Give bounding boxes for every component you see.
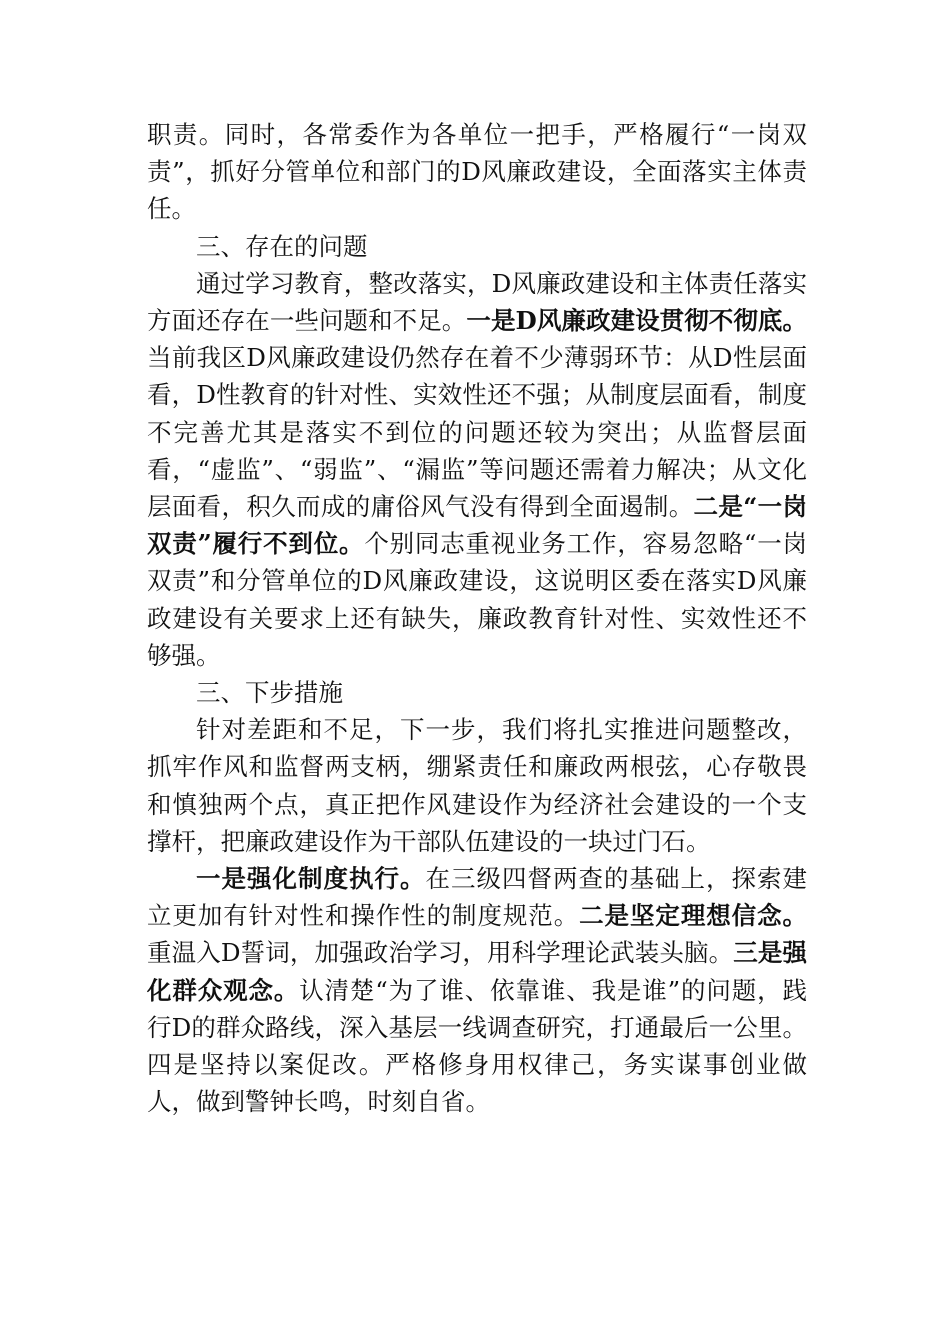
- paragraph-text: 认清楚“为了谁、依靠谁、我是谁”的问题，践行D的群众路线，深入基层一线调查研究，打通最后一公里。四是坚持以案促改。严格修身用权律己，务实谋事创业做人，做到警钟长鸣，时刻自省。: [147, 975, 807, 1117]
- section-heading-measures: 三、下步措施: [196, 678, 343, 708]
- paragraph-text: 当前我区D风廉政建设仍然存在着不少薄弱环节：从D性层面看，D性教育的针对性、实效性还不强；从制度层面看，制度不完善尤其是落实不到位的问题还较为突出；从监督层面看，“虚监”、“弱监”、“漏监”等问题还需着力解决；从文化层面看，积久而成的庸俗风气没有得到全面遏制。: [147, 343, 807, 522]
- paragraph-text: 个别同志重视业务工作，容易忽略“一岗双责”和分管单位的D风廉政建设，这说明区委在落实D风廉政建设有关要求上还有缺失，廉政教育针对性、实效性还不够强。: [147, 529, 808, 670]
- section-heading-problems: 三、存在的问题: [196, 231, 368, 261]
- paragraph-responsibility: [147, 116, 807, 228]
- bold-measure-1: 一是强化制度执行。: [196, 864, 426, 894]
- paragraph-text: 通过学习教育，整改落实，D风廉政建设和主体责任落实方面还存在一些问题和不足。: [147, 268, 807, 336]
- paragraph-text: 在三级四督两查的基础上，探索建立更加有针对性和操作性的制度规范。: [147, 864, 807, 931]
- bold-measure-3: 三是强化群众观念。: [147, 938, 808, 1005]
- paragraph-measures-intro: [147, 711, 807, 860]
- document-body: [147, 116, 807, 1120]
- paragraph-measures-list: [147, 860, 807, 1120]
- paragraph-text: 针对差距和不足，下一步，我们将扎实推进问题整改，抓牢作风和监督两支柄，绷紧责任和廉政两根弦，心存敬畏和慎独两个点，真正把作风建设作为经济社会建设的一个支撑杆，把廉政建设作为干部队伍建设的一块过门石。: [147, 715, 807, 856]
- bold-measure-2: 二是坚定理想信念。: [579, 901, 807, 931]
- paragraph-problems: [147, 265, 807, 674]
- bold-point-1: 一是D风廉政建设贯彻不彻底。: [466, 306, 807, 336]
- bold-point-2: 二是“一岗双责”履行不到位。: [147, 492, 808, 559]
- paragraph-text: 职责。同时，各常委作为各单位一把手，严格履行“一岗双责”，抓好分管单位和部门的D风廉政建设，全面落实主体责任。: [147, 120, 807, 224]
- paragraph-text: 重温入D誓词，加强政治学习，用科学理论武装头脑。: [147, 938, 734, 968]
